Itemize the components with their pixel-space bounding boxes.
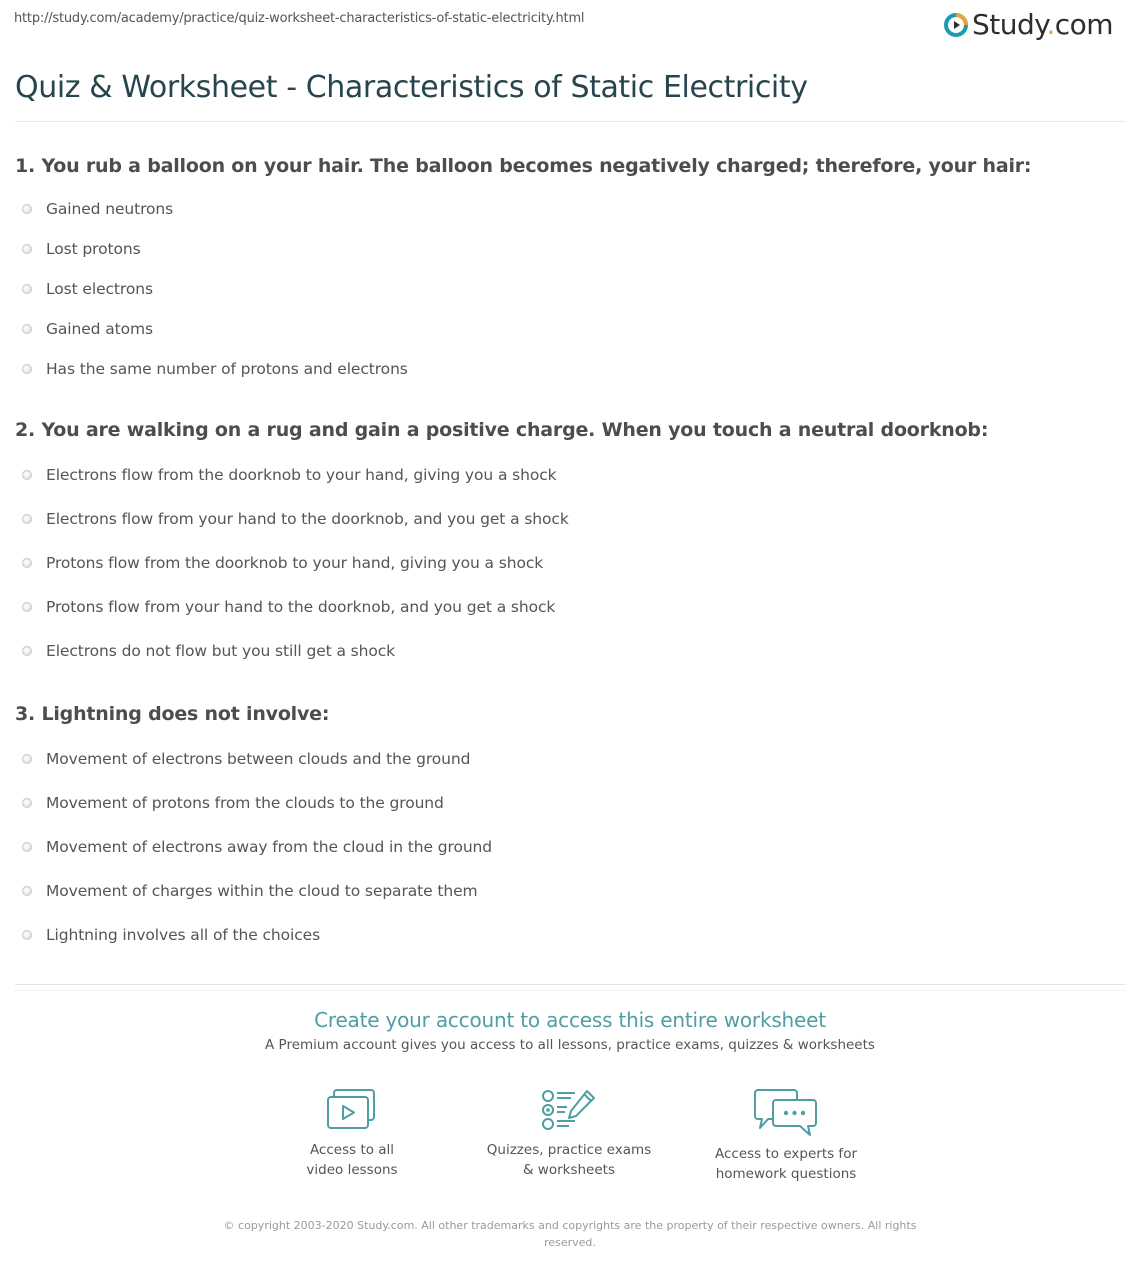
copyright-line1: © copyright 2003-2020 Study.com. All other trademarks and copyrights are the property of their respective owners. All rights	[223, 1219, 917, 1232]
q2-option-3[interactable]	[22, 552, 543, 574]
copyright-notice	[215, 1217, 925, 1251]
radio-button[interactable]	[22, 886, 32, 896]
feature-label-line2: homework questions	[715, 1166, 857, 1182]
feature-label-line1: Access to experts for	[714, 1146, 857, 1162]
play-circle-icon	[944, 13, 968, 37]
q3-option-3[interactable]	[22, 836, 492, 858]
chat-bubbles-icon	[754, 1088, 818, 1136]
content-divider	[15, 984, 1125, 985]
radio-button[interactable]	[22, 646, 32, 656]
question-2: 2. You are walking on a rug and gain a positive charge. When you touch a neutral doorknob:	[15, 419, 989, 441]
feature-quizzes	[469, 1088, 669, 1180]
page-url: http://study.com/academy/practice/quiz-worksheet-characteristics-of-static-electricity.html	[14, 11, 585, 26]
option-label: Lost protons	[46, 240, 141, 258]
question-3: 3. Lightning does not involve:	[15, 703, 330, 725]
feature-label-line1: Access to all	[309, 1142, 395, 1158]
page-title: Quiz & Worksheet - Characteristics of Static Electricity	[15, 70, 808, 105]
feature-label-line2: & worksheets	[522, 1162, 615, 1178]
option-label: Electrons do not flow but you still get a shock	[46, 642, 396, 660]
radio-button[interactable]	[22, 930, 32, 940]
option-label: Electrons flow from the doorknob to your hand, giving you a shock	[46, 466, 557, 484]
copyright-line2: reserved.	[544, 1236, 596, 1249]
option-label: Has the same number of protons and electrons	[46, 360, 408, 378]
q2-option-4[interactable]	[22, 596, 555, 618]
logo-name: Study	[972, 8, 1047, 41]
option-label: Movement of electrons between clouds and the ground	[46, 750, 471, 768]
radio-button[interactable]	[22, 842, 32, 852]
q2-option-5[interactable]	[22, 640, 395, 662]
radio-button[interactable]	[22, 558, 32, 568]
option-label: Lost electrons	[46, 280, 153, 298]
q1-option-5[interactable]	[22, 358, 408, 380]
q3-option-5[interactable]	[22, 924, 320, 946]
option-label: Lightning involves all of the choices	[46, 926, 321, 944]
q3-option-2[interactable]	[22, 792, 444, 814]
q2-option-2[interactable]	[22, 508, 569, 530]
option-label: Gained neutrons	[46, 200, 174, 218]
radio-button[interactable]	[22, 284, 32, 294]
video-lessons-icon	[326, 1088, 378, 1132]
header-divider	[15, 121, 1125, 122]
radio-button[interactable]	[22, 754, 32, 764]
option-label: Gained atoms	[46, 320, 153, 338]
option-label: Movement of electrons away from the cloud in the ground	[46, 838, 493, 856]
feature-label-line1: Quizzes, practice exams	[486, 1142, 652, 1158]
q3-option-4[interactable]	[22, 880, 478, 902]
q3-option-1[interactable]	[22, 748, 470, 770]
logo-dot: .	[1046, 8, 1055, 41]
option-label: Movement of protons from the clouds to the ground	[46, 794, 444, 812]
content-divider-shadow	[15, 990, 1125, 991]
quiz-checklist-icon	[541, 1088, 597, 1132]
radio-button[interactable]	[22, 514, 32, 524]
q1-option-3[interactable]	[22, 278, 153, 300]
option-label: Protons flow from your hand to the doorknob, and you get a shock	[46, 598, 556, 616]
logo-tld: com	[1054, 8, 1114, 41]
radio-button[interactable]	[22, 324, 32, 334]
logo-text	[972, 9, 1113, 41]
option-label: Electrons flow from your hand to the doorknob, and you get a shock	[46, 510, 569, 528]
question-1: 1. You rub a balloon on your hair. The balloon becomes negatively charged; therefore, your hair:	[15, 155, 1032, 177]
q2-option-1[interactable]	[22, 464, 557, 486]
study-logo[interactable]	[944, 9, 1113, 41]
radio-button[interactable]	[22, 204, 32, 214]
option-label: Protons flow from the doorknob to your hand, giving you a shock	[46, 554, 544, 572]
radio-button[interactable]	[22, 602, 32, 612]
radio-button[interactable]	[22, 470, 32, 480]
radio-button[interactable]	[22, 244, 32, 254]
q1-option-2[interactable]	[22, 238, 141, 260]
cta-subtitle: A Premium account gives you access to all lessons, practice exams, quizzes & worksheets	[265, 1037, 875, 1053]
q1-option-1[interactable]	[22, 198, 173, 220]
cta-title-link[interactable]: Create your account to access this entire worksheet	[314, 1008, 826, 1032]
feature-video-lessons	[252, 1088, 452, 1180]
option-label: Movement of charges within the cloud to separate them	[46, 882, 478, 900]
radio-button[interactable]	[22, 798, 32, 808]
q1-option-4[interactable]	[22, 318, 153, 340]
feature-experts	[686, 1088, 886, 1184]
feature-label-line2: video lessons	[306, 1162, 398, 1178]
radio-button[interactable]	[22, 364, 32, 374]
